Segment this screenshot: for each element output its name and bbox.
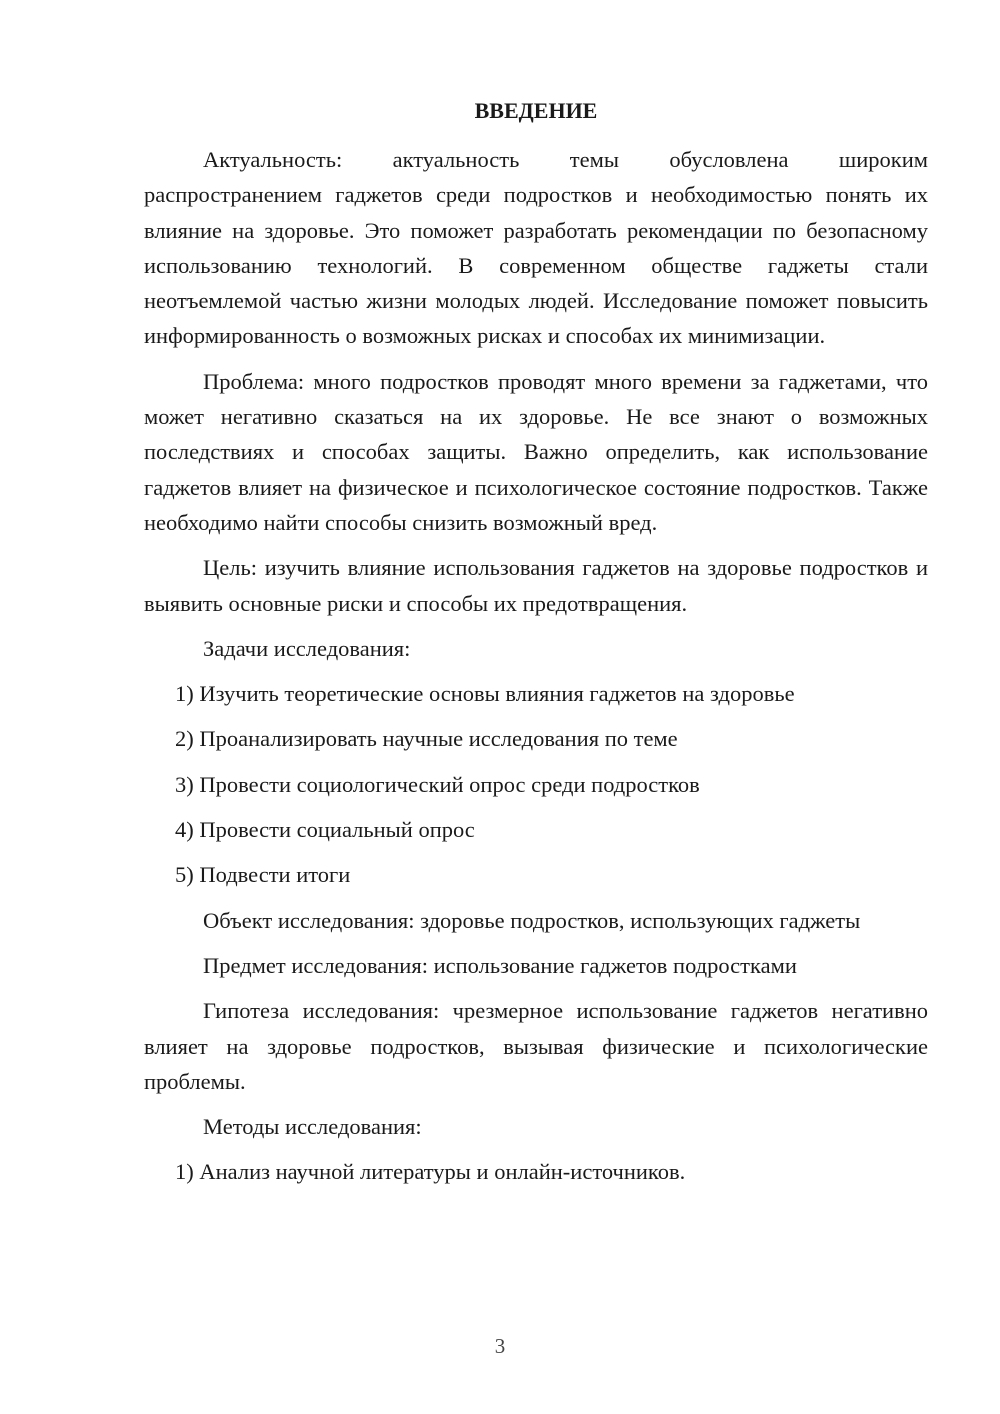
method-item-1: 1) Анализ научной литературы и онлайн-источников. — [175, 1159, 686, 1185]
task-item-2: 2) Проанализировать научные исследования по теме — [175, 726, 678, 752]
page-number: 3 — [494, 1334, 506, 1358]
task-item-4: 4) Провести социальный опрос — [175, 817, 475, 843]
task-item-3: 3) Провести социологический опрос среди подростков — [175, 771, 700, 797]
goal-paragraph: Цель: изучить влияние использования гаджетов на здоровье подростков и выявить основные риски и способы их предотвращения. — [144, 555, 928, 616]
section-title: ВВЕДЕНИЕ — [474, 98, 598, 123]
relevance-paragraph: Актуальность: актуальность темы обусловлена широким распространением гаджетов среди подростков и необходимостью понять их влияние на здоровье. Это поможет разработать рекомендации по безопасному использованию технологий. В современном обществе гаджеты стали неотъемлемой частью жизни молодых людей. Исследование поможет повысить информированность о возможных рисках и способах их минимизации. — [144, 147, 928, 349]
task-item-1: 1) Изучить теоретические основы влияния гаджетов на здоровье — [175, 681, 795, 707]
task-item-5: 5) Подвести итоги — [175, 862, 351, 888]
subject-paragraph: Предмет исследования: использование гаджетов подростками — [203, 952, 797, 978]
problem-paragraph: Проблема: много подростков проводят много времени за гаджетами, что может негативно сказаться на их здоровье. Не все знают о возможных последствиях и способах защиты. Важно определить, как использование гаджетов влияет на физическое и психологическое состояние подростков. Также необходимо найти способы снизить возможный вред. — [144, 368, 928, 535]
methods-heading: Методы исследования: — [203, 1114, 422, 1140]
hypothesis-paragraph: Гипотеза исследования: чрезмерное использование гаджетов негативно влияет на здоровье подростков, вызывая физические и психологические проблемы. — [144, 998, 928, 1094]
object-paragraph: Объект исследования: здоровье подростков, использующих гаджеты — [203, 907, 861, 933]
tasks-heading: Задачи исследования: — [203, 635, 411, 661]
document-body — [144, 142, 928, 1190]
